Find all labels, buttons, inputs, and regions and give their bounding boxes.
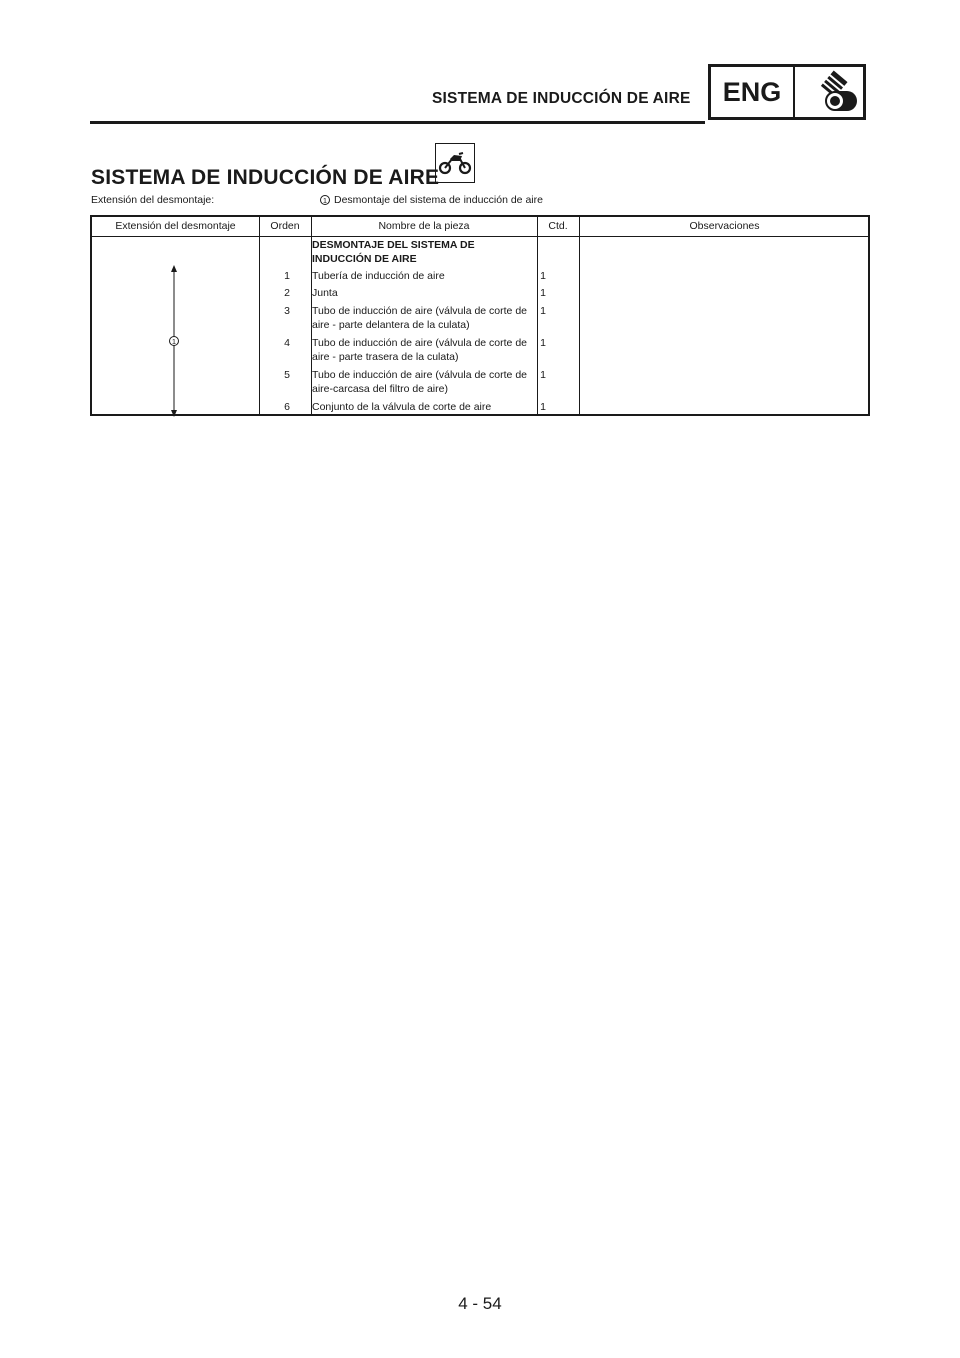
row-name: Tubería de inducción de aire — [312, 270, 445, 282]
col-header-notes: Observaciones — [689, 220, 760, 232]
disassembly-table — [90, 215, 870, 416]
motorcycle-icon — [435, 143, 475, 183]
row-name: Junta — [312, 287, 338, 299]
row-qty: 1 — [540, 305, 546, 317]
row-order: 5 — [284, 369, 290, 381]
col-divider — [579, 217, 580, 414]
row-qty: 1 — [540, 401, 546, 413]
col-header-qty: Ctd. — [548, 220, 568, 232]
col-header-part: Nombre de la pieza — [378, 220, 470, 232]
range-marker: 1 — [169, 336, 179, 346]
row-name: Conjunto de la válvula de corte de aire — [312, 401, 492, 413]
col-divider — [259, 217, 260, 414]
table-header — [92, 217, 868, 237]
row-order: 3 — [284, 305, 290, 317]
row-order: 4 — [284, 337, 290, 349]
section-title: SISTEMA DE INDUCCIÓN DE AIRE — [91, 166, 440, 189]
extension-label: Extensión del desmontaje: — [91, 194, 215, 206]
extension-text: Desmontaje del sistema de inducción de aire — [334, 194, 543, 206]
row-order: 6 — [284, 401, 290, 413]
row-qty: 1 — [540, 270, 546, 282]
extension-marker: 1 — [320, 195, 330, 205]
engine-piston-icon — [795, 67, 863, 117]
row-qty: 1 — [540, 369, 546, 381]
row-order: 1 — [284, 270, 290, 282]
header-rule — [90, 121, 705, 124]
row-order: 2 — [284, 287, 290, 299]
row-name: Tubo de inducción de aire (válvula de corte de aire-carcasa del filtro de aire) — [312, 369, 527, 395]
row-name: Tubo de inducción de aire (válvula de corte de aire - parte trasera de la culata) — [312, 337, 527, 363]
extension-value — [320, 194, 543, 206]
group-title: DESMONTAJE DEL SISTEMA DE INDUCCIÓN DE AIRE — [312, 239, 475, 265]
row-qty: 1 — [540, 337, 546, 349]
chapter-tab — [708, 64, 866, 120]
row-name: Tubo de inducción de aire (válvula de corte de aire - parte delantera de la culata) — [312, 305, 527, 331]
row-qty: 1 — [540, 287, 546, 299]
page-number: 4 - 54 — [458, 1294, 502, 1313]
col-header-order: Orden — [270, 220, 300, 232]
chapter-label: ENG — [711, 67, 795, 117]
col-header-extension: Extensión del desmontaje — [115, 220, 236, 232]
header-title: SISTEMA DE INDUCCIÓN DE AIRE — [432, 90, 691, 107]
